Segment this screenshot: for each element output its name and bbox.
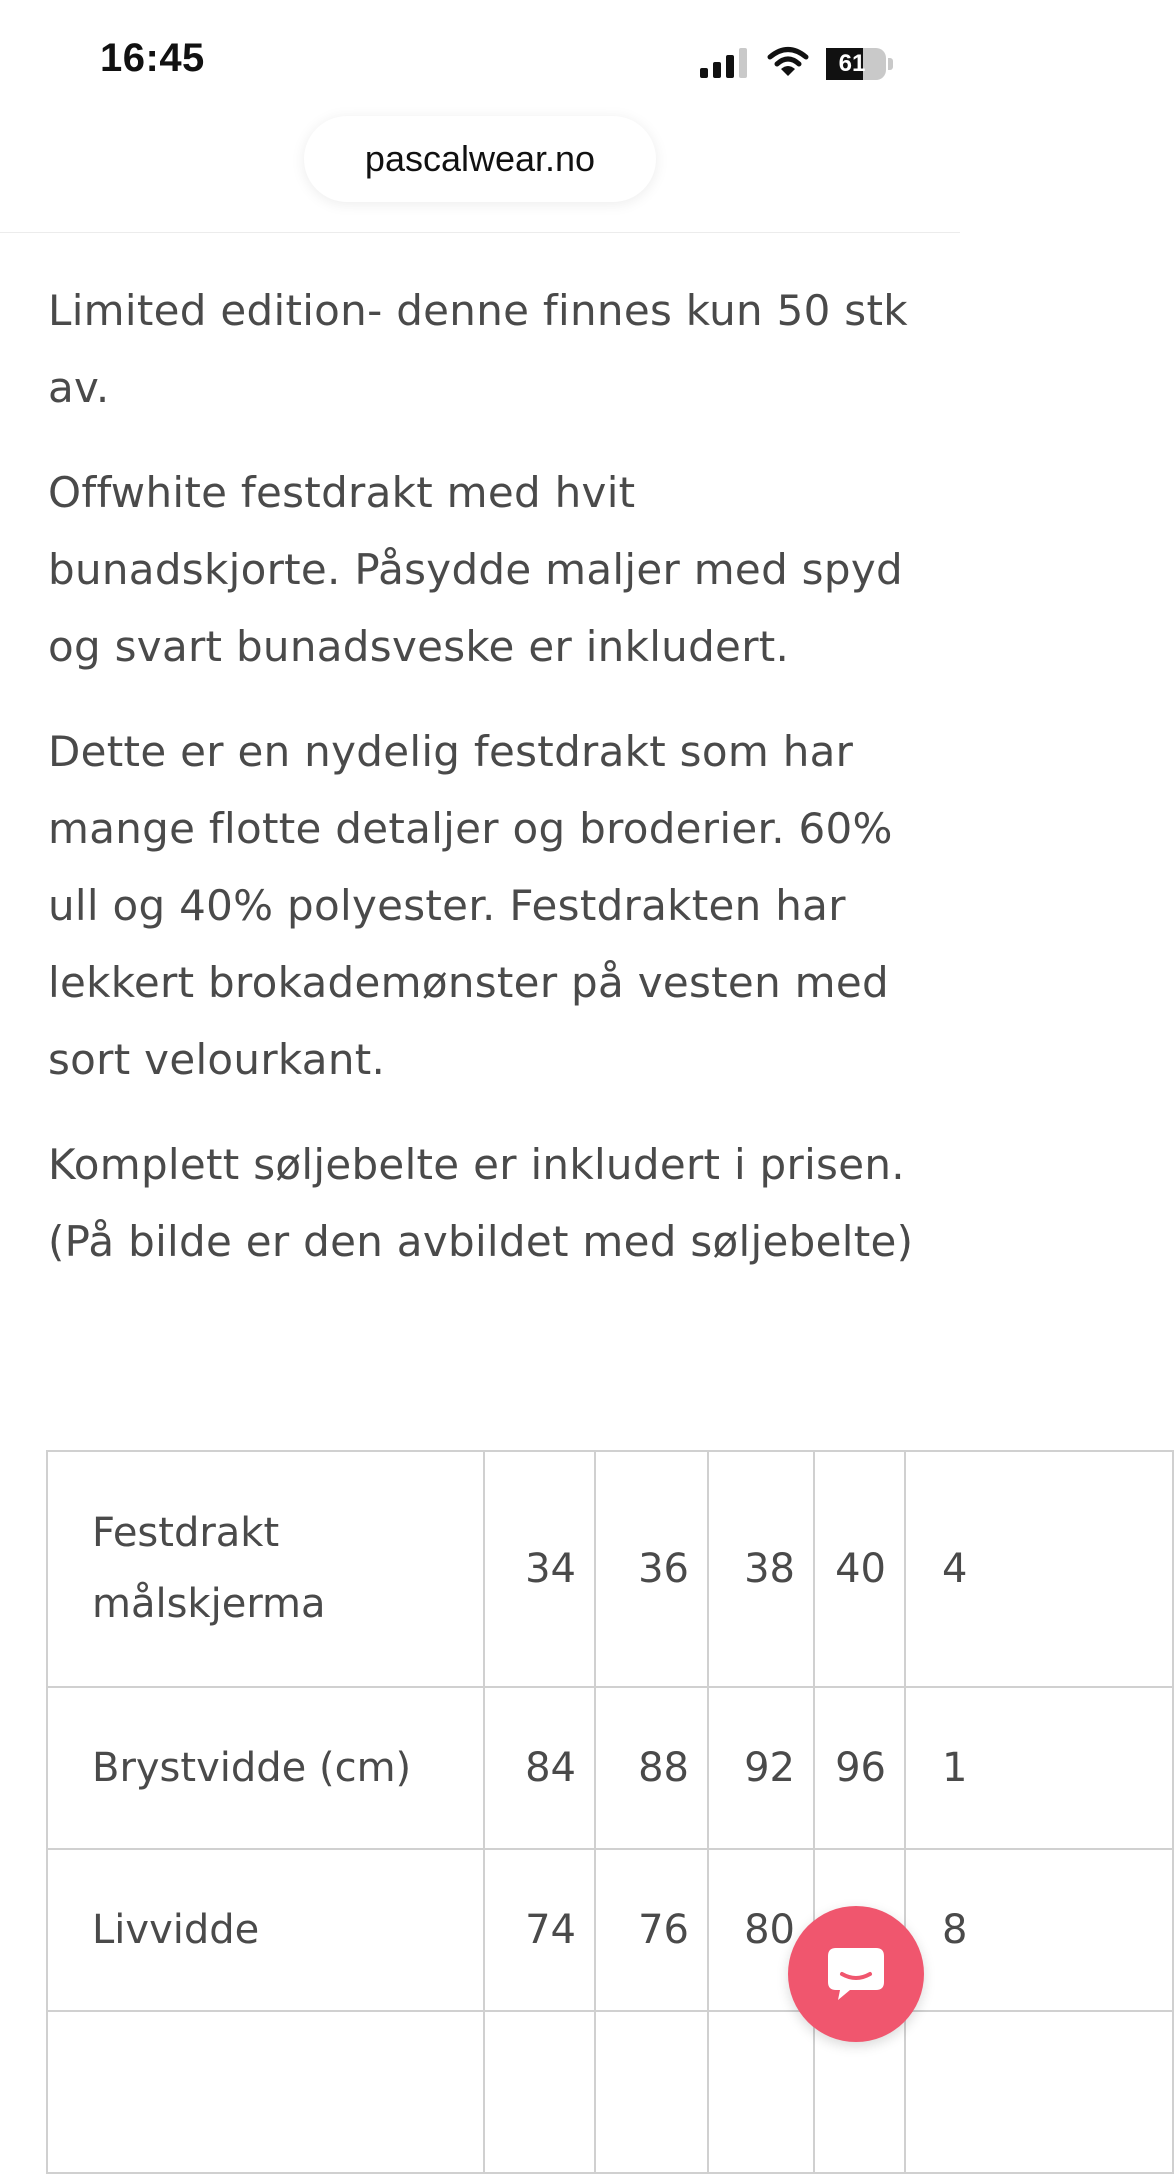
table-row bbox=[47, 1849, 1173, 2011]
size-header-cell bbox=[905, 1451, 1173, 1687]
table-cell bbox=[595, 2011, 708, 2173]
table-cell bbox=[905, 1687, 1173, 1849]
table-header-row bbox=[47, 1451, 1173, 1687]
table-cell: 80 bbox=[708, 1849, 814, 2011]
product-description bbox=[48, 272, 928, 1308]
table-row bbox=[47, 2011, 1173, 2173]
wifi-icon bbox=[768, 46, 808, 78]
size-table bbox=[46, 1450, 1174, 2174]
table-cell: 76 bbox=[595, 1849, 708, 2011]
size-header-cell: 36 bbox=[595, 1451, 708, 1687]
address-bar[interactable] bbox=[304, 116, 656, 202]
battery-icon bbox=[826, 48, 894, 80]
size-header-cell: 40 bbox=[814, 1451, 905, 1687]
table-cell bbox=[905, 1849, 1173, 2011]
description-paragraph-contents: Offwhite festdrakt med hvit bunadskjorte. Påsydde maljer med spyd og svart bunadsveske er inkludert. bbox=[48, 468, 903, 671]
table-cell bbox=[905, 2011, 1173, 2173]
header-divider bbox=[0, 232, 960, 233]
table-cell: 92 bbox=[708, 1687, 814, 1849]
row-label-bust: Brystvidde (cm) bbox=[47, 1687, 484, 1849]
url-text[interactable]: pascalwear.no bbox=[364, 138, 596, 179]
row-label bbox=[47, 2011, 484, 2173]
chat-button[interactable] bbox=[788, 1906, 924, 2042]
status-time: 16:45 bbox=[100, 36, 205, 80]
battery-cap bbox=[888, 58, 893, 70]
signal-icon bbox=[700, 48, 750, 78]
status-bar bbox=[0, 0, 960, 110]
battery-percentage: 61 bbox=[838, 50, 866, 77]
description-paragraph-limited: Limited edition- denne finnes kun 50 stk av. bbox=[48, 286, 908, 412]
table-cell: 74 bbox=[484, 1849, 595, 2011]
table-cell bbox=[708, 2011, 814, 2173]
size-header-cell: 38 bbox=[708, 1451, 814, 1687]
table-cell bbox=[484, 2011, 595, 2173]
table-cell: 96 bbox=[814, 1687, 905, 1849]
size-header-cell-text: 4 bbox=[942, 1546, 968, 1592]
size-header-cell: 34 bbox=[484, 1451, 595, 1687]
table-cell: 84 bbox=[484, 1687, 595, 1849]
table-cell: 88 bbox=[595, 1687, 708, 1849]
table-header-label: Festdrakt målskjerma bbox=[47, 1451, 484, 1687]
table-row bbox=[47, 1687, 1173, 1849]
table-cell-text: 8 bbox=[942, 1907, 968, 1953]
description-paragraph-belt: Komplett søljebelte er inkludert i prisen. (På bilde er den avbildet med søljebelte) bbox=[48, 1140, 914, 1266]
table-cell-text: 1 bbox=[942, 1745, 968, 1791]
chat-bubble-icon bbox=[828, 1948, 884, 2002]
row-label-waist: Livvidde bbox=[47, 1849, 484, 2011]
description-paragraph-details: Dette er en nydelig festdrakt som har mange flotte detaljer og broderier. 60% ull og 40% polyester. Festdrakten har lekkert brokademønster på vesten med sort velourkant. bbox=[48, 727, 893, 1084]
